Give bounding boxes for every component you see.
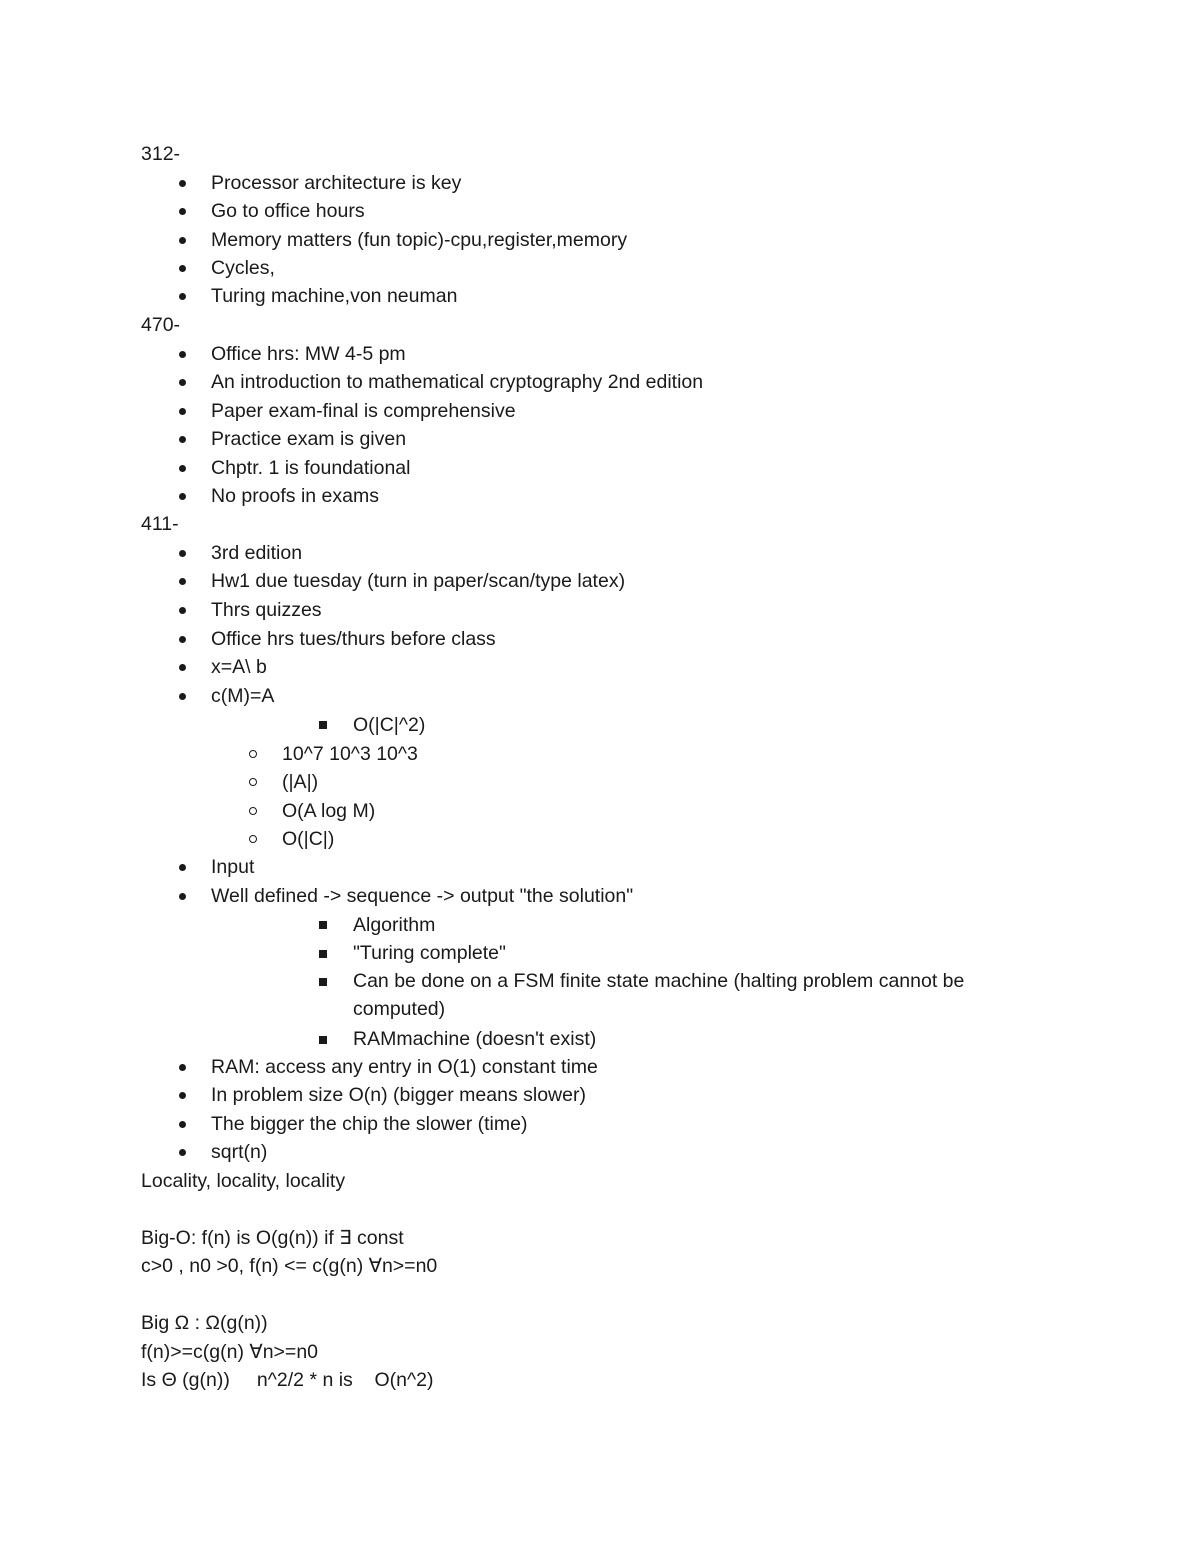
bullet-dot-icon: [179, 436, 186, 443]
bigomega-definition-line-1: Big Ω : Ω(g(n)): [141, 1312, 268, 1334]
bullet-dot-icon: [179, 465, 186, 472]
bullet-circle-icon: [249, 778, 257, 786]
bullet-dot-icon: [179, 636, 186, 643]
bullet-dot-icon: [179, 208, 186, 215]
list-item-text: c(M)=A: [211, 685, 275, 707]
bullet-square-icon: [319, 1036, 327, 1044]
list-item-text: 10^7 10^3 10^3: [282, 743, 418, 765]
list-item-text: O(A log M): [282, 800, 376, 822]
bullet-dot-icon: [179, 293, 186, 300]
section-heading-411: 411-: [141, 513, 179, 535]
bullet-square-icon: [319, 950, 327, 958]
list-item-text: The bigger the chip the slower (time): [211, 1113, 528, 1135]
bullet-dot-icon: [179, 1064, 186, 1071]
list-item-text: (|A|): [282, 771, 319, 793]
bullet-dot-icon: [179, 1092, 186, 1099]
list-item-text: Thrs quizzes: [211, 599, 322, 621]
bullet-dot-icon: [179, 1149, 186, 1156]
locality-note: Locality, locality, locality: [141, 1170, 346, 1192]
bullet-dot-icon: [179, 180, 186, 187]
bullet-dot-icon: [179, 1121, 186, 1128]
bullet-dot-icon: [179, 265, 186, 272]
list-item-text: Cycles,: [211, 257, 275, 279]
list-item-text: Can be done on a FSM finite state machine (halting problem cannot be computed): [353, 970, 965, 1020]
section-heading-312: 312-: [141, 143, 181, 165]
bullet-dot-icon: [179, 578, 186, 585]
list-item-text: x=A\ b: [211, 656, 267, 678]
bullet-dot-icon: [179, 237, 186, 244]
theta-note: Is Θ (g(n)) n^2/2 * n is O(n^2): [141, 1369, 434, 1391]
bullet-square-icon: [319, 721, 327, 729]
bigomega-definition-line-2: f(n)>=c(g(n) ∀n>=n0: [141, 1341, 319, 1363]
list-item-text: Office hrs: MW 4-5 pm: [211, 343, 406, 365]
list-item-text: Input: [211, 856, 255, 878]
bullet-dot-icon: [179, 408, 186, 415]
bullet-square-icon: [319, 921, 327, 929]
list-item-text: Memory matters (fun topic)-cpu,register,memory: [211, 229, 628, 251]
list-item-text: Go to office hours: [211, 200, 365, 222]
list-item-text: Hw1 due tuesday (turn in paper/scan/type latex): [211, 570, 626, 592]
list-item-text: Well defined -> sequence -> output "the solution": [211, 885, 634, 907]
list-item-text: Processor architecture is key: [211, 172, 462, 194]
bullet-circle-icon: [249, 807, 257, 815]
list-item-text: "Turing complete": [353, 942, 506, 964]
list-item-text: O(|C|): [282, 828, 335, 850]
list-item-text: In problem size O(n) (bigger means slower): [211, 1084, 586, 1106]
list-item-text: No proofs in exams: [211, 485, 379, 507]
list-item-text: O(|C|^2): [353, 714, 426, 736]
list-item-text: sqrt(n): [211, 1141, 268, 1163]
list-item-text: RAMmachine (doesn't exist): [353, 1028, 597, 1050]
section-heading-470: 470-: [141, 314, 181, 336]
bullet-dot-icon: [179, 864, 186, 871]
bullet-dot-icon: [179, 493, 186, 500]
bigo-definition-line-1: Big-O: f(n) is O(g(n)) if ∃ const: [141, 1227, 404, 1249]
bullet-dot-icon: [179, 664, 186, 671]
list-item-text: Practice exam is given: [211, 428, 407, 450]
bullet-dot-icon: [179, 550, 186, 557]
list-item-text: Turing machine,von neuman: [211, 285, 458, 307]
list-item-text: Chptr. 1 is foundational: [211, 457, 411, 479]
list-item-text: 3rd edition: [211, 542, 303, 564]
list-item-text: Algorithm: [353, 914, 436, 936]
bullet-dot-icon: [179, 893, 186, 900]
list-item-text: An introduction to mathematical cryptography 2nd edition: [211, 371, 704, 393]
bullet-dot-icon: [179, 693, 186, 700]
bullet-dot-icon: [179, 351, 186, 358]
bullet-dot-icon: [179, 379, 186, 386]
bullet-circle-icon: [249, 835, 257, 843]
bullet-square-icon: [319, 978, 327, 986]
bullet-dot-icon: [179, 607, 186, 614]
list-item-text: RAM: access any entry in O(1) constant time: [211, 1056, 598, 1078]
list-item-text: Office hrs tues/thurs before class: [211, 628, 496, 650]
list-item-text: Paper exam-final is comprehensive: [211, 400, 516, 422]
bigo-definition-line-2: c>0 , n0 >0, f(n) <= c(g(n) ∀n>=n0: [141, 1255, 438, 1277]
bullet-circle-icon: [249, 750, 257, 758]
